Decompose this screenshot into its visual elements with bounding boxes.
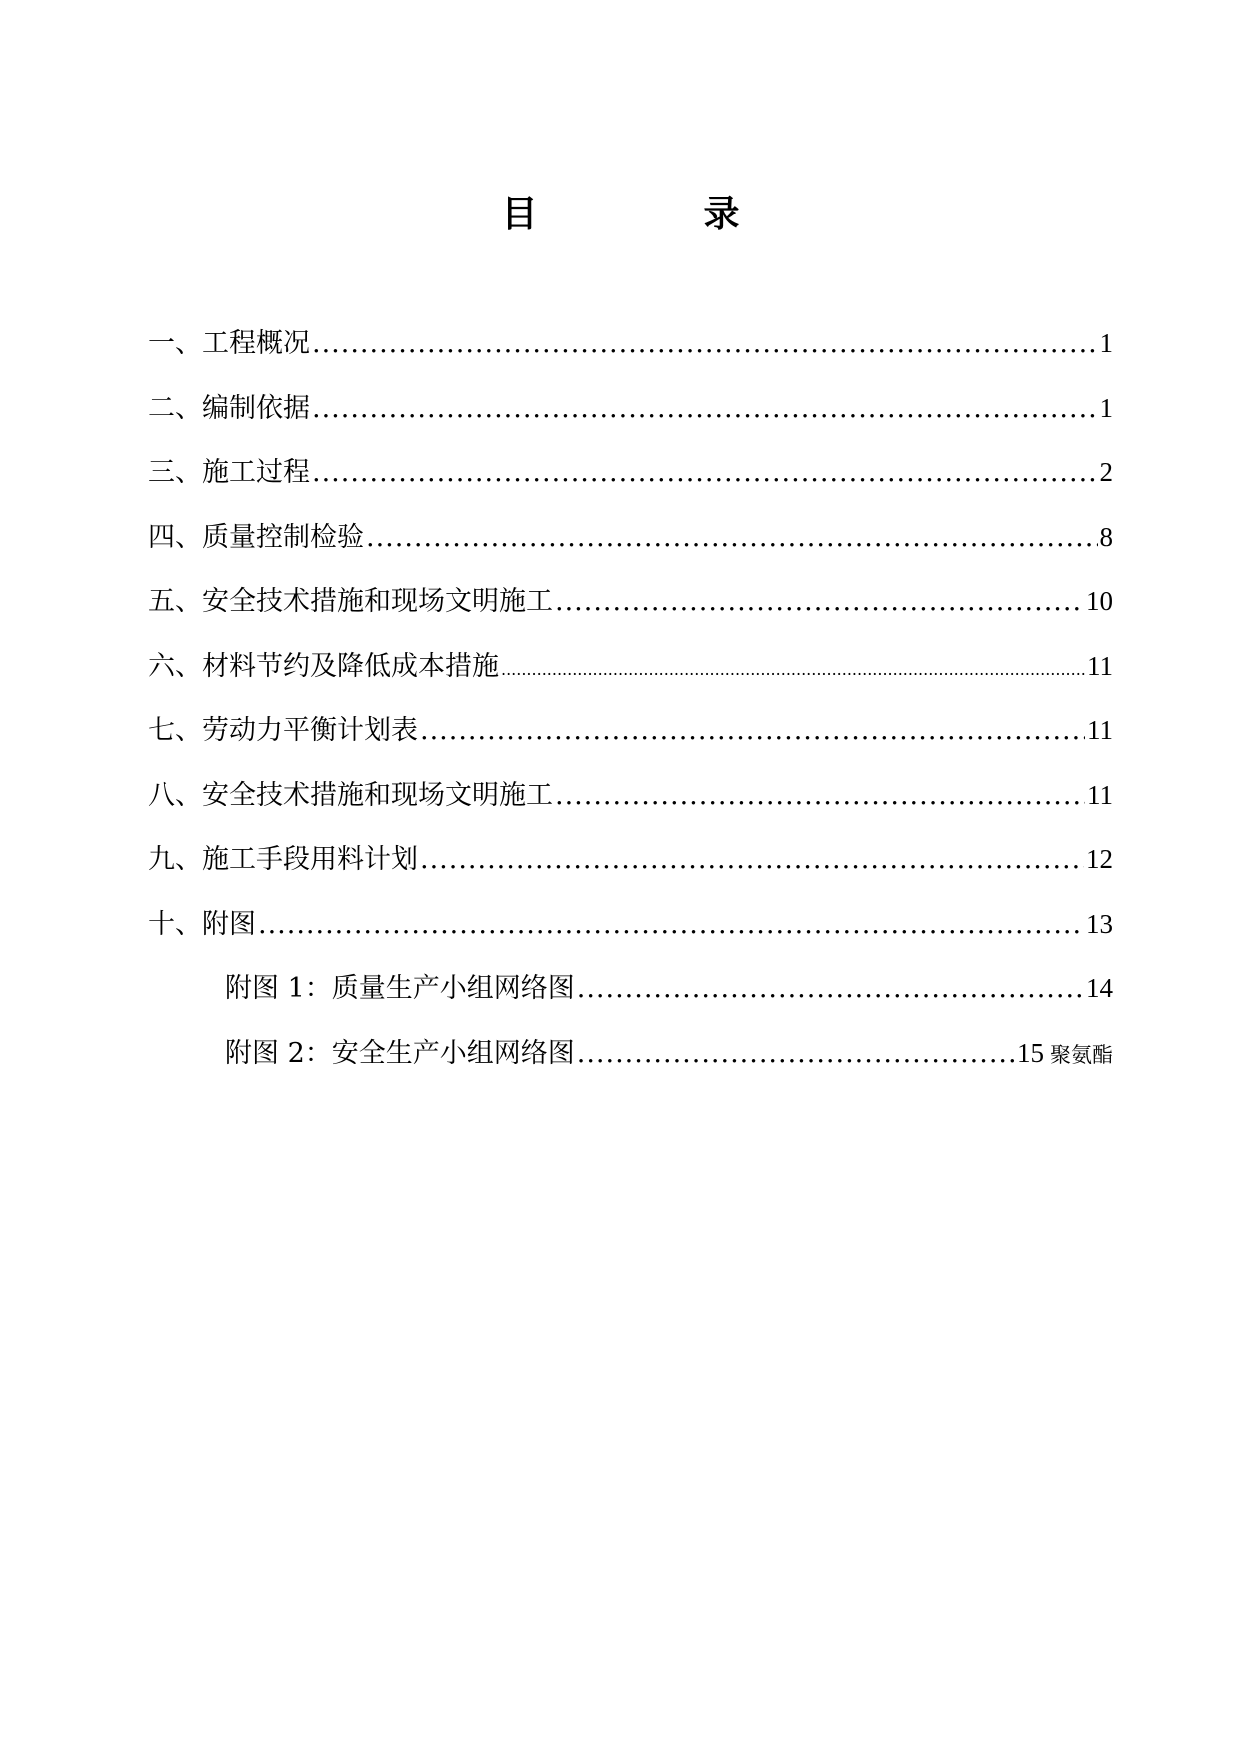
toc-entry[interactable] <box>148 578 1113 643</box>
toc-entry[interactable] <box>148 772 1113 837</box>
toc-dot-leader <box>366 515 1098 561</box>
toc-entry[interactable] <box>148 836 1113 901</box>
toc-entry-label: 五、安全技术措施和现场文明施工 <box>148 586 553 617</box>
toc-entry-page: 1 <box>1099 328 1113 358</box>
toc-entry-label: 八、安全技术措施和现场文明施工 <box>148 779 553 811</box>
toc-entry-page: 11 <box>1087 650 1113 681</box>
toc-dot-leader <box>420 837 1084 883</box>
toc-entry-page: 1 <box>1099 392 1113 423</box>
toc-dot-leader <box>577 1031 1015 1077</box>
toc-entry-page: 13 <box>1086 908 1113 939</box>
toc-entry[interactable] <box>148 385 1113 450</box>
toc-title-char-2: 录 <box>703 194 740 235</box>
toc-entry-label: 九、施工手段用料计划 <box>148 844 418 875</box>
toc-entry-page: 10 <box>1086 586 1113 616</box>
toc-dot-leader <box>312 321 1098 367</box>
toc-dot-leader <box>555 579 1084 625</box>
toc-title <box>0 190 1241 240</box>
table-of-contents <box>148 320 1113 1094</box>
toc-entry-label: 附图 2：安全生产小组网络图 <box>225 1037 575 1069</box>
toc-entry-label: 十、附图 <box>148 908 256 940</box>
toc-dot-leader <box>555 773 1085 819</box>
toc-entry[interactable] <box>148 449 1113 514</box>
toc-subentry[interactable] <box>148 965 1113 1030</box>
toc-subentry[interactable] <box>148 1030 1113 1095</box>
toc-entry-label: 三、施工过程 <box>148 457 310 488</box>
toc-entry-label: 六、材料节约及降低成本措施 <box>148 650 499 682</box>
toc-dot-leader <box>258 902 1084 948</box>
toc-entry[interactable] <box>148 707 1113 772</box>
toc-entry-page: 11 <box>1087 779 1113 810</box>
toc-trailing-text: 聚氨酯 <box>1050 1042 1113 1067</box>
toc-entry-label: 七、劳动力平衡计划表 <box>148 715 418 746</box>
toc-dot-leader <box>420 708 1085 754</box>
toc-entry[interactable] <box>148 514 1113 579</box>
toc-entry-label: 二、编制依据 <box>148 392 310 424</box>
toc-entry-page: 12 <box>1086 844 1113 874</box>
toc-dot-leader <box>312 386 1098 432</box>
toc-entry-page: 8 <box>1099 521 1113 552</box>
toc-entry-label: 一、工程概况 <box>148 328 310 359</box>
toc-entry-label: 四、质量控制检验 <box>148 521 364 553</box>
toc-dot-leader <box>577 966 1084 1012</box>
toc-entry-page: 15 <box>1017 1037 1044 1068</box>
toc-entry-label: 附图 1：质量生产小组网络图 <box>225 973 575 1004</box>
toc-entry[interactable] <box>148 643 1113 708</box>
toc-entry-page: 2 <box>1099 457 1113 487</box>
toc-dot-leader <box>312 450 1098 496</box>
toc-dot-leader <box>501 647 1085 693</box>
toc-entry[interactable] <box>148 320 1113 385</box>
toc-entry-page: 14 <box>1086 973 1113 1003</box>
toc-entry[interactable] <box>148 901 1113 966</box>
toc-title-char-1: 目 <box>501 194 538 235</box>
toc-entry-page: 11 <box>1087 715 1113 745</box>
